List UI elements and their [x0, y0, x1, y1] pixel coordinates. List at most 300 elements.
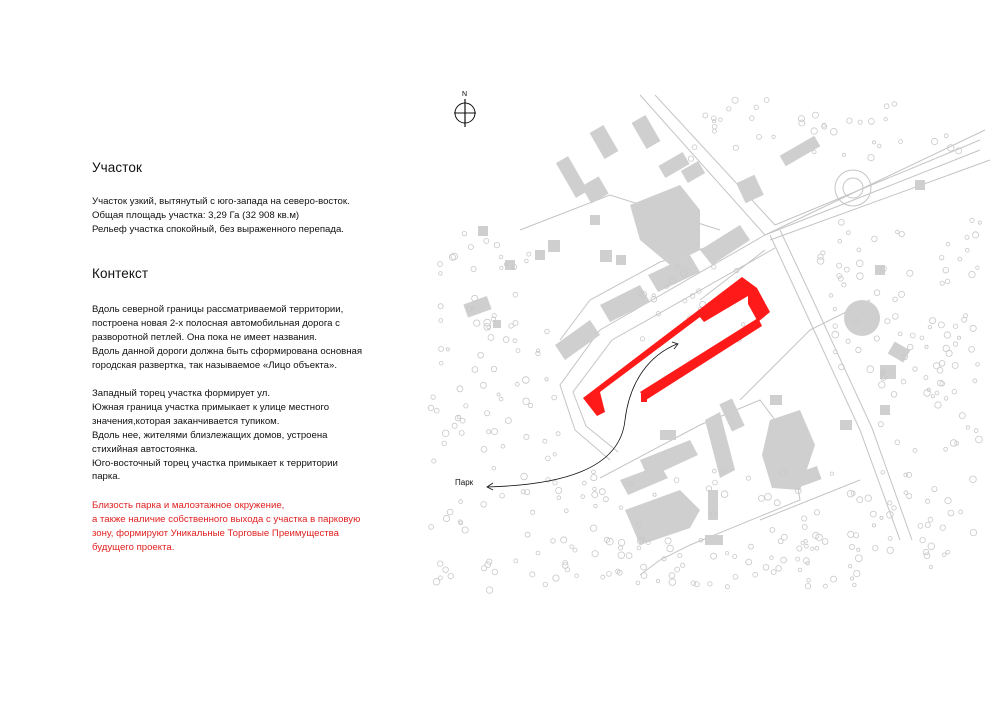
tree-icon: [439, 319, 443, 323]
tree-icon: [893, 314, 899, 320]
tree-icon: [891, 392, 897, 398]
tree-icon: [637, 546, 641, 550]
highlight-line: зону, формируют Уникальные Торговые Преимущества: [92, 527, 339, 539]
tree-icon: [462, 231, 466, 235]
tree-icon: [959, 413, 965, 419]
tree-icon: [618, 539, 624, 545]
tree-icon: [811, 128, 817, 134]
tree-icon: [901, 379, 906, 384]
tree-icon: [551, 539, 556, 544]
tree-icon: [855, 555, 862, 562]
tree-icon: [940, 255, 944, 259]
tree-icon: [439, 361, 443, 365]
tree-icon: [953, 342, 957, 346]
tree-icon: [543, 582, 548, 587]
site-heading: Участок: [92, 160, 143, 175]
tree-icon: [509, 324, 514, 329]
tree-icon: [448, 573, 453, 578]
tree-icon: [805, 584, 810, 589]
tree-icon: [553, 453, 556, 456]
tree-icon: [561, 537, 567, 543]
tree-icon: [928, 517, 933, 522]
tree-icon: [952, 363, 958, 369]
tree-icon: [946, 350, 952, 356]
tree-icon: [969, 271, 975, 277]
tree-icon: [877, 144, 881, 148]
tree-icon: [770, 528, 775, 533]
tree-icon: [459, 500, 463, 504]
tree-icon: [575, 574, 579, 578]
tree-icon: [500, 493, 505, 498]
tree-icon: [665, 538, 671, 544]
tree-icon: [892, 102, 897, 107]
tree-icon: [478, 352, 484, 358]
tree-icon: [746, 559, 752, 565]
tree-icon: [429, 525, 434, 530]
tree-icon: [884, 104, 889, 109]
tree-icon: [802, 525, 807, 530]
tree-icon: [472, 367, 478, 373]
tree-icon: [802, 516, 807, 521]
tree-icon: [854, 533, 859, 538]
tree-icon: [484, 319, 491, 326]
tree-icon: [944, 332, 950, 338]
tree-icon: [501, 444, 505, 448]
context-line: построена новая 2-х полосная автомобильная дорога с: [92, 317, 340, 329]
context-line: Вдоль нее, жителями близлежащих домов, устроена: [92, 429, 328, 441]
tree-icon: [958, 257, 962, 261]
context-line: стихийная автостоянка.: [92, 443, 198, 455]
tree-icon: [499, 255, 503, 259]
tree-icon: [857, 497, 863, 503]
tree-icon: [523, 398, 530, 405]
tree-icon: [515, 382, 519, 386]
tree-icon: [581, 495, 585, 499]
tree-icon: [485, 411, 490, 416]
tree-icon: [438, 262, 443, 267]
tree-icon: [750, 116, 755, 121]
tree-icon: [692, 145, 697, 150]
tree-icon: [888, 536, 892, 540]
tree-icon: [774, 500, 780, 506]
tree-icon: [669, 573, 675, 579]
tree-icon: [899, 231, 904, 236]
tree-icon: [813, 112, 819, 118]
context-line: городская развертка, так называемое «Лицо объекта».: [92, 359, 338, 371]
tree-icon: [935, 391, 939, 395]
tree-icon: [965, 248, 969, 252]
tree-icon: [503, 337, 509, 343]
context-line: парка.: [92, 471, 121, 483]
tree-icon: [482, 566, 487, 571]
tree-icon: [725, 585, 729, 589]
tree-icon: [874, 336, 879, 341]
tree-icon: [754, 105, 758, 109]
tree-icon: [564, 509, 568, 513]
tree-icon: [556, 432, 560, 436]
tree-icon: [976, 363, 980, 367]
tree-icon: [708, 582, 712, 586]
tree-icon: [491, 366, 496, 371]
tree-icon: [590, 525, 596, 531]
tree-icon: [938, 322, 944, 328]
tree-icon: [669, 579, 676, 586]
tree-icon: [887, 547, 893, 553]
tree-icon: [957, 336, 960, 339]
tree-icon: [749, 544, 754, 549]
tree-icon: [881, 471, 885, 475]
tree-icon: [974, 429, 978, 433]
tree-icon: [973, 379, 977, 383]
tree-icon: [481, 502, 487, 508]
tree-icon: [946, 550, 950, 554]
tree-icon: [799, 120, 805, 126]
tree-icon: [805, 544, 809, 548]
tree-icon: [946, 242, 950, 246]
tree-icon: [884, 118, 887, 121]
tree-icon: [431, 395, 435, 399]
tree-icon: [759, 495, 765, 501]
tree-icon: [833, 307, 836, 310]
tree-icon: [471, 266, 476, 271]
tree-icon: [899, 140, 903, 144]
tree-icon: [772, 135, 775, 138]
tree-icon: [920, 336, 924, 340]
context-line: Юго-восточный торец участка примыкает к территории: [92, 457, 338, 469]
tree-icon: [442, 430, 449, 437]
tree-icon: [842, 153, 845, 156]
north-label: N: [462, 91, 468, 98]
tree-icon: [868, 154, 874, 160]
context-heading: Контекст: [92, 266, 149, 281]
tree-icon: [691, 581, 696, 586]
tree-icon: [844, 267, 849, 272]
site-line: Рельеф участка спокойный, без выраженного перепада.: [92, 223, 344, 235]
tree-icon: [962, 317, 967, 322]
tree-icon: [950, 440, 957, 447]
tree-icon: [878, 422, 883, 427]
tree-icon: [484, 239, 489, 244]
tree-icon: [945, 279, 950, 284]
tree-icon: [438, 576, 442, 580]
tree-icon: [636, 581, 640, 585]
tree-icon: [486, 587, 492, 593]
tree-icon: [873, 546, 878, 551]
tree-icon: [888, 501, 892, 505]
tree-icon: [521, 473, 528, 480]
tree-icon: [711, 553, 717, 559]
tree-icon: [814, 510, 819, 515]
tree-icon: [741, 323, 745, 327]
tree-icon: [557, 496, 561, 500]
tree-icon: [978, 221, 981, 224]
north-arrow-icon: [454, 91, 476, 127]
tree-icon: [721, 491, 728, 498]
tree-icon: [607, 572, 612, 577]
context-line: Вдоль северной границы рассматриваемой территории,: [92, 304, 344, 315]
tree-icon: [857, 548, 860, 551]
tree-icon: [447, 509, 453, 515]
tree-icon: [813, 150, 817, 154]
tree-icon: [853, 583, 857, 587]
tree-icon: [872, 524, 875, 527]
context-line: значения,которая заканчивается тупиком.: [92, 415, 280, 427]
tree-icon: [940, 281, 944, 285]
tree-icon: [681, 563, 685, 567]
tree-icon: [837, 263, 842, 268]
highlight-line: а также наличие собственного выхода с участка в парковую: [92, 513, 361, 525]
tree-icon: [573, 548, 577, 552]
tree-icon: [880, 516, 883, 519]
tree-icon: [599, 489, 605, 495]
tree-icon: [932, 487, 937, 492]
tree-icon: [910, 333, 915, 338]
tree-icon: [525, 532, 530, 537]
tree-icon: [712, 265, 716, 269]
tree-icon: [925, 522, 930, 527]
tree-icon: [885, 319, 890, 324]
tree-icon: [674, 478, 679, 483]
tree-icon: [530, 572, 535, 577]
tree-icon: [929, 565, 932, 568]
tree-icon: [525, 259, 529, 263]
tree-icon: [778, 539, 783, 544]
tree-icon: [514, 559, 518, 563]
tree-icon: [815, 546, 819, 550]
tree-icon: [626, 553, 632, 559]
tree-icon: [965, 235, 969, 239]
context-line: Южная граница участка примыкает к улице местного: [92, 401, 330, 413]
tree-icon: [442, 441, 447, 446]
tree-icon: [516, 349, 520, 353]
tree-icon: [856, 347, 861, 352]
tree-icon: [874, 290, 880, 296]
tree-icon: [513, 339, 517, 343]
tree-icon: [719, 118, 723, 122]
tree-icon: [457, 386, 463, 392]
tree-icon: [966, 426, 969, 429]
tree-icon: [438, 561, 443, 566]
tree-icon: [906, 472, 911, 477]
tree-icon: [432, 459, 436, 463]
tree-icon: [846, 231, 850, 235]
tree-icon: [592, 470, 596, 474]
tree-icon: [524, 434, 529, 439]
tree-icon: [468, 245, 473, 250]
tree-icon: [817, 258, 824, 265]
tree-icon: [918, 524, 923, 529]
tree-icon: [959, 510, 963, 514]
context-line: Западный торец участка формирует ул.: [92, 388, 271, 399]
tree-icon: [497, 393, 500, 396]
tree-icon: [712, 129, 716, 133]
tree-icon: [829, 294, 833, 298]
tree-icon: [481, 446, 487, 452]
tree-icon: [591, 475, 597, 481]
tree-icon: [904, 473, 908, 477]
tree-icon: [940, 525, 945, 530]
tree-icon: [935, 402, 941, 408]
site-line: Участок узкий, вытянутый с юго-запада на северо-восток.: [92, 196, 350, 207]
tree-icon: [865, 495, 871, 501]
context-line: Вдоль данной дороги должна быть сформирована основная: [92, 345, 363, 357]
tree-icon: [970, 325, 976, 331]
tree-icon: [667, 545, 674, 552]
tree-icon: [712, 469, 716, 473]
tree-icon: [446, 348, 449, 351]
tree-icon: [781, 557, 787, 563]
tree-icon: [443, 567, 449, 573]
tree-icon: [851, 577, 854, 580]
tree-icon: [459, 431, 464, 436]
park-label: Парк: [455, 478, 474, 487]
tree-icon: [928, 325, 931, 328]
tree-icon: [811, 547, 814, 550]
tree-icon: [898, 332, 902, 336]
tree-icon: [531, 510, 535, 514]
tree-icon: [523, 377, 530, 384]
tree-icon: [703, 113, 708, 118]
tree-icon: [924, 553, 930, 559]
tree-icon: [765, 493, 772, 500]
tree-icon: [858, 120, 862, 124]
tree-icon: [543, 439, 547, 443]
tree-icon: [460, 418, 465, 423]
tree-icon: [945, 497, 951, 503]
tree-icon: [733, 145, 738, 150]
tree-icon: [733, 555, 737, 559]
tree-icon: [804, 558, 810, 564]
tree-icon: [928, 543, 935, 550]
tree-icon: [583, 481, 587, 485]
tree-icon: [492, 569, 498, 575]
tree-icon: [913, 448, 917, 452]
tree-icon: [907, 494, 912, 499]
tree-icon: [499, 397, 503, 401]
tree-icon: [923, 549, 929, 555]
tree-icon: [926, 499, 930, 503]
tree-icon: [867, 366, 874, 373]
tree-icon: [545, 456, 550, 461]
tree-icon: [833, 324, 837, 328]
tree-icon: [895, 440, 900, 445]
tree-icon: [619, 546, 623, 550]
tree-icon: [434, 408, 439, 413]
tree-icon: [798, 568, 802, 572]
tree-icon: [640, 337, 644, 341]
tree-icon: [849, 544, 854, 549]
tree-icon: [892, 506, 896, 510]
tree-icon: [771, 570, 776, 575]
tree-icon: [565, 568, 569, 572]
tree-icon: [491, 429, 497, 435]
site-line: Общая площадь участка: 3,29 Га (32 908 кв.м): [92, 209, 300, 221]
tree-icon: [492, 466, 496, 470]
tree-icon: [944, 134, 948, 138]
tree-icon: [494, 242, 499, 247]
tree-icon: [545, 378, 548, 381]
tree-icon: [487, 430, 491, 434]
tree-icon: [796, 557, 800, 561]
tree-icon: [570, 545, 574, 549]
tree-icon: [746, 476, 750, 480]
tree-icon: [592, 492, 598, 498]
tree-icon: [438, 304, 443, 309]
tree-icon: [846, 339, 850, 343]
tree-icon: [428, 405, 433, 410]
tree-icon: [848, 531, 854, 537]
tree-icon: [474, 320, 480, 326]
tree-icon: [513, 321, 518, 326]
tree-icon: [970, 529, 976, 535]
tree-icon: [924, 376, 928, 380]
tree-icon: [870, 511, 876, 517]
tree-icon: [832, 331, 839, 338]
tree-icon: [943, 267, 949, 273]
tree-icon: [970, 476, 977, 483]
tree-icon: [688, 156, 693, 161]
tree-icon: [848, 564, 851, 567]
tree-icon: [656, 579, 659, 582]
tree-icon: [653, 493, 656, 496]
tree-icon: [893, 297, 898, 302]
tree-icon: [797, 546, 802, 551]
tree-icon: [872, 141, 875, 144]
tree-icon: [969, 346, 975, 352]
tree-icon: [831, 128, 838, 135]
tree-icon: [776, 566, 782, 572]
tree-icon: [930, 318, 936, 324]
tree-icon: [925, 345, 928, 348]
tree-icon: [842, 283, 846, 287]
tree-icon: [899, 291, 905, 297]
tree-icon: [593, 487, 597, 491]
tree-icon: [536, 551, 540, 555]
tree-icon: [872, 236, 878, 242]
tree-icon: [913, 367, 917, 371]
context-line: разворотной петлей. Она пока не имеет названия.: [92, 331, 317, 343]
tree-icon: [439, 346, 444, 351]
tree-icon: [505, 418, 511, 424]
tree-icon: [464, 404, 468, 408]
tree-icon: [603, 497, 608, 502]
tree-icon: [830, 472, 833, 475]
tree-icon: [931, 138, 937, 144]
tree-icon: [592, 551, 598, 557]
tree-icon: [973, 232, 979, 238]
tree-icon: [931, 395, 934, 398]
tree-icon: [712, 120, 715, 123]
highlight-line: Близость парка и малоэтажное окружение,: [92, 500, 285, 511]
tree-icon: [556, 487, 562, 493]
tree-icon: [552, 395, 557, 400]
tree-icon: [678, 553, 682, 557]
tree-icon: [462, 527, 468, 533]
tree-icon: [831, 576, 837, 582]
tree-icon: [823, 584, 827, 588]
tree-icon: [854, 570, 860, 576]
tree-icon: [847, 118, 852, 123]
tree-icon: [970, 218, 974, 222]
tree-icon: [944, 447, 948, 451]
tree-icon: [896, 230, 900, 234]
tree-icon: [619, 506, 622, 509]
tree-icon: [675, 567, 680, 572]
tree-icon: [451, 253, 458, 260]
tree-icon: [713, 480, 718, 485]
tree-icon: [443, 515, 449, 521]
tree-icon: [452, 423, 457, 428]
